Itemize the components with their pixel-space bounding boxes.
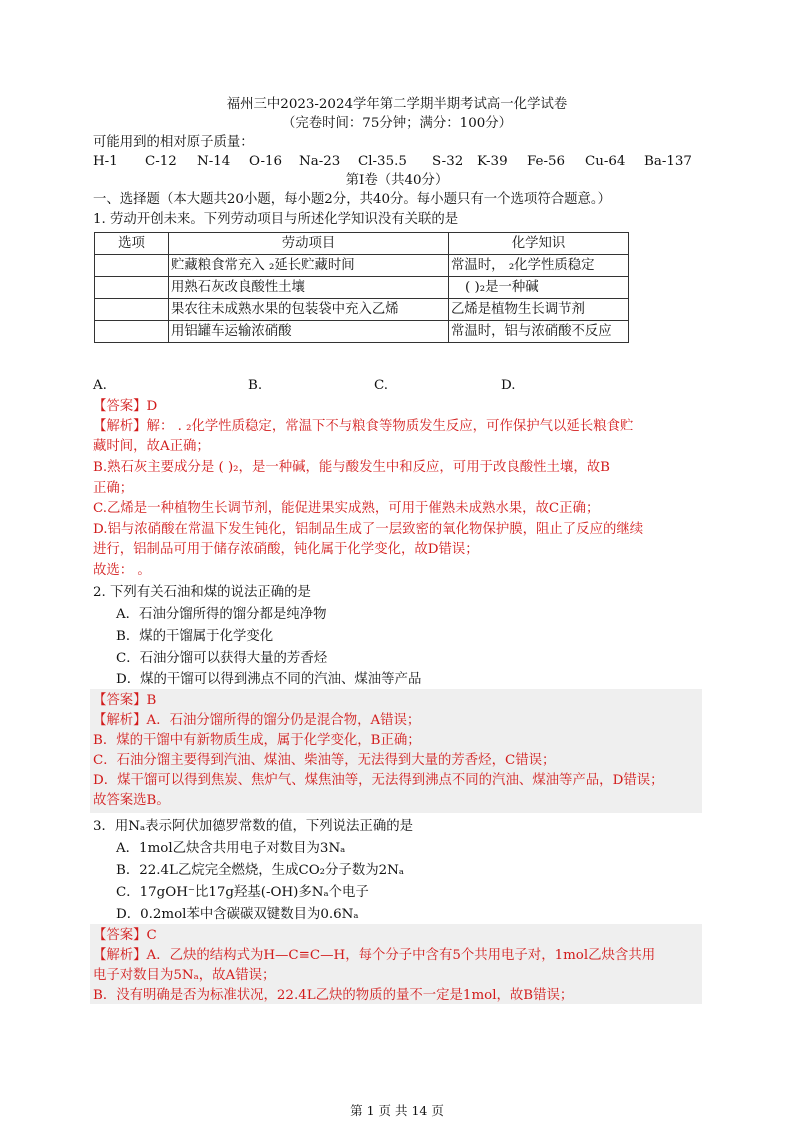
analysis-line: 进行，铝制品可用于储存浓硝酸，钝化属于化学变化，故D错误； <box>93 542 479 557</box>
table-row <box>95 321 629 343</box>
option-c: C. <box>374 378 389 393</box>
question-2-answer: 【答案】B <box>93 693 157 708</box>
analysis-line: 【解析】A．乙炔的结构式为H—C≡C—H，每个分子中含有5个共用电子对，1mol乙炔含共用 <box>93 948 656 963</box>
table-cell: ( )₂是一种碱 <box>449 277 629 299</box>
analysis-line: 藏时间，故A正确； <box>93 439 210 454</box>
option-c: C．17gOH⁻比17g羟基(-OH)多Nₐ个电子 <box>116 885 369 900</box>
section-heading: 一、选择题（本大题共20小题，每小题2分，共40分。每小题只有一个选项符合题意。） <box>93 192 611 207</box>
option-b: B．煤的干馏属于化学变化 <box>116 629 274 644</box>
table-cell <box>95 255 169 277</box>
option-d: D．煤的干馏可以得到沸点不同的汽油、煤油等产品 <box>116 672 422 687</box>
question-2-stem: 2. 下列有关石油和煤的说法正确的是 <box>93 585 311 600</box>
table-cell: 常温时， ₂化学性质稳定 <box>449 255 629 277</box>
analysis-line: 故选： 。 <box>93 563 151 578</box>
table-cell <box>95 299 169 321</box>
question-1-stem: 1. 劳动开创未来。下列劳动项目与所述化学知识没有关联的是 <box>93 212 459 227</box>
analysis-line: B.熟石灰主要成分是 ( )₂，是一种碱，能与酸发生中和反应，可用于改良酸性土壤，故B <box>93 460 610 475</box>
table-cell: 乙烯是植物生长调节剂 <box>449 299 629 321</box>
mass-item: C-12 <box>145 154 177 169</box>
option-d: D. <box>501 378 516 393</box>
analysis-line: 【解析】A．石油分馏所得的馏分仍是混合物，A错误； <box>93 713 421 728</box>
mass-item: S-32 <box>432 154 464 169</box>
question-3-stem: 3．用Nₐ表示阿伏加德罗常数的值，下列说法正确的是 <box>93 819 413 834</box>
part-heading: 第Ⅰ卷（共40分） <box>345 173 449 188</box>
analysis-line: D.铝与浓硝酸在常温下发生钝化，铝制品生成了一层致密的氧化物保护膜，阻止了反应的继续 <box>93 522 644 537</box>
option-a: A. <box>93 378 107 393</box>
question-1-table <box>94 232 629 343</box>
option-d: D．0.2mol苯中含碳碳双键数目为0.6Nₐ <box>116 907 359 922</box>
question-3-answer: 【答案】C <box>93 928 157 943</box>
table-row <box>95 299 629 321</box>
table-cell <box>95 277 169 299</box>
analysis-line: 【解析】解： . ₂化学性质稳定，常温下不与粮食等物质发生反应，可作保护气以延长粮食贮 <box>93 419 634 434</box>
mass-item: Cu-64 <box>585 154 626 169</box>
answer-shade <box>90 689 702 813</box>
table-cell <box>95 321 169 343</box>
table-cell: 用铝罐车运输浓硝酸 <box>169 321 449 343</box>
mass-item: Na-23 <box>299 154 341 169</box>
table-cell: 果农往未成熟水果的包装袋中充入乙烯 <box>169 299 449 321</box>
table-row <box>95 255 629 277</box>
page-number: 第 1 页 共 14 页 <box>350 1103 444 1118</box>
option-a: A．1mol乙炔含共用电子对数目为3Nₐ <box>116 841 346 856</box>
table-row <box>95 277 629 299</box>
table-cell: 用熟石灰改良酸性土壤 <box>169 277 449 299</box>
table-header-row <box>95 233 629 255</box>
analysis-line: C.乙烯是一种植物生长调节剂，能促进果实成熟，可用于催熟未成熟水果，故C正确； <box>93 501 600 516</box>
table-header-cell: 劳动项目 <box>169 233 449 255</box>
mass-item: O-16 <box>249 154 283 169</box>
question-1-answer: 【答案】D <box>93 399 158 414</box>
option-a: A．石油分馏所得的馏分都是纯净物 <box>116 607 327 622</box>
mass-item: Ba-137 <box>644 154 692 169</box>
option-c: C．石油分馏可以获得大量的芳香烃 <box>116 651 328 666</box>
option-b: B. <box>248 378 263 393</box>
analysis-line: 电子对数目为5Nₐ，故A错误； <box>93 968 276 983</box>
option-b: B．22.4L乙烷完全燃烧，生成CO₂分子数为2Nₐ <box>116 863 405 878</box>
mass-item: Cl-35.5 <box>358 154 407 169</box>
table-cell: 贮藏粮食常充入 ₂延长贮藏时间 <box>169 255 449 277</box>
mass-item: Fe-56 <box>527 154 566 169</box>
mass-item: K-39 <box>477 154 508 169</box>
analysis-line: C．石油分馏主要得到汽油、煤油、柴油等，无法得到大量的芳香烃，C错误； <box>93 753 556 768</box>
mass-item: H-1 <box>93 154 118 169</box>
table-header-cell: 选项 <box>95 233 169 255</box>
atomic-mass-label: 可能用到的相对原子质量： <box>93 135 254 150</box>
table-header-cell: 化学知识 <box>449 233 629 255</box>
analysis-line: D．煤干馏可以得到焦炭、焦炉气、煤焦油等，无法得到沸点不同的汽油、煤油等产品，D错误； <box>93 773 664 788</box>
exam-title: 福州三中2023-2024学年第二学期半期考试高一化学试卷 <box>226 97 568 112</box>
exam-subtitle: （完卷时间：75分钟；满分：100分） <box>281 116 513 131</box>
table-cell: 常温时，铝与浓硝酸不反应 <box>449 321 629 343</box>
analysis-line: B．煤的干馏中有新物质生成，属于化学变化，B正确； <box>93 733 421 748</box>
analysis-line: 正确； <box>93 481 134 496</box>
analysis-line: 故答案选B。 <box>93 793 170 808</box>
analysis-line: B．没有明确是否为标准状况，22.4L乙炔的物质的量不一定是1mol，故B错误； <box>93 988 574 1003</box>
mass-item: N-14 <box>197 154 231 169</box>
